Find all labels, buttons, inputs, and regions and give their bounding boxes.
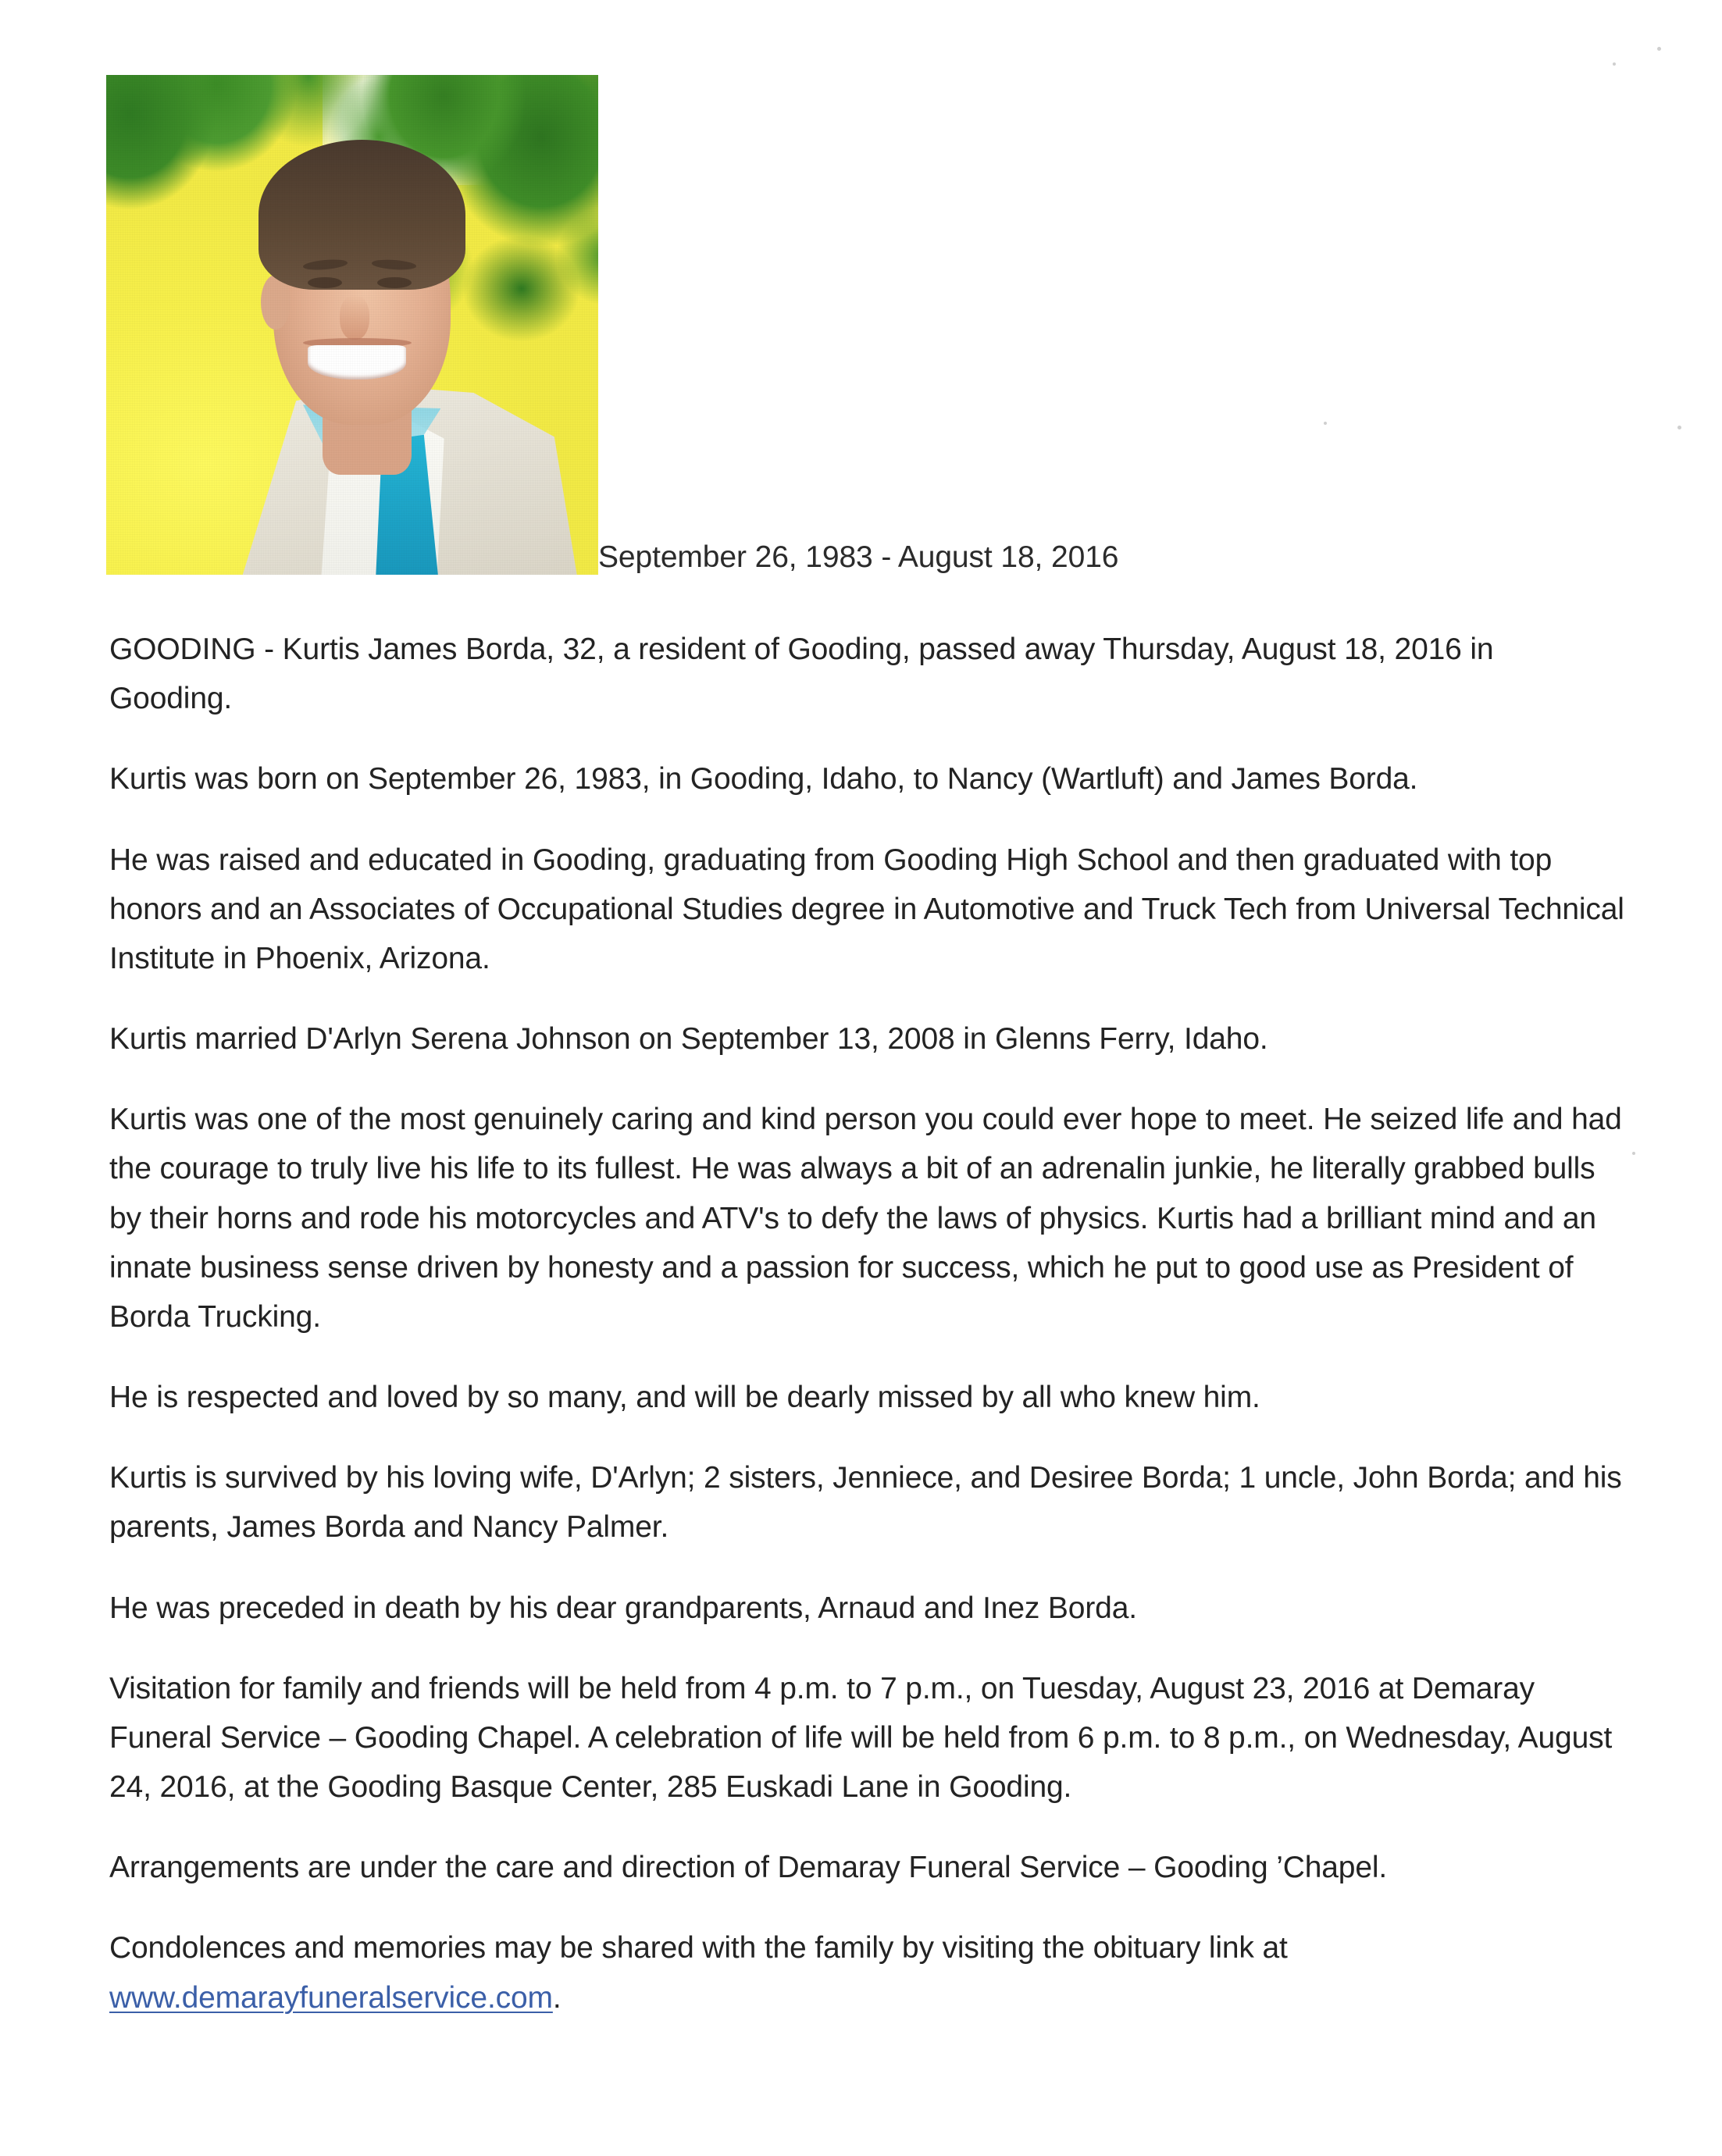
condolences-trailing-period: .	[552, 1980, 562, 2015]
photo-hair	[258, 140, 465, 290]
paragraph-arrangements: Arrangements are under the care and direction of Demaray Funeral Service – Gooding ’Chapel.	[109, 1851, 1388, 1885]
scan-speck	[1613, 62, 1616, 66]
paragraph-survivors: Kurtis is survived by his loving wife, D'Arlyn; 2 sisters, Jenniece, and Desiree Borda; 1 uncle, John Borda; and his parents, James Borda and Nancy Palmer.	[109, 1461, 1622, 1545]
scan-speck	[1657, 47, 1661, 51]
portrait-photo	[106, 75, 598, 575]
funeral-home-website-link[interactable]: www.demarayfuneralservice.com	[109, 1980, 553, 2015]
paragraph-condolences	[109, 1923, 1624, 2022]
paragraph-respected: He is respected and loved by so many, and will be dearly missed by all who knew him.	[109, 1381, 1260, 1415]
dateline: September 26, 1983 - August 18, 2016	[598, 540, 1119, 574]
paragraph-preceded-in-death: He was preceded in death by his dear grandparents, Arnaud and Inez Borda.	[109, 1591, 1137, 1625]
condolences-lead-in: Condolences and memories may be shared with the family by visiting the obituary link at	[109, 1931, 1288, 1965]
paragraph-birth: Kurtis was born on September 26, 1983, in Gooding, Idaho, to Nancy (Wartluft) and James Borda.	[109, 762, 1418, 796]
paragraph-marriage: Kurtis married D'Arlyn Serena Johnson on September 13, 2008 in Glenns Ferry, Idaho.	[109, 1022, 1268, 1057]
paragraph-education: He was raised and educated in Gooding, graduating from Gooding High School and then graduated with top honors and an Associates of Occupational Studies degree in Automotive and Truck Tech from Universal Technical Institute in Phoenix, Arizona.	[109, 843, 1624, 975]
paragraph-gooding-announcement: GOODING - Kurtis James Borda, 32, a resident of Gooding, passed away Thursday, August 18, 2016 in Gooding.	[109, 633, 1494, 716]
paragraph-services: Visitation for family and friends will be held from 4 p.m. to 7 p.m., on Tuesday, August 23, 2016 at Demaray Funeral Service – Gooding Chapel. A celebration of life will be held from 6 p.m. to 8 p.m., on Wednesday, August 24, 2016, at the Gooding Basque Center, 285 Euskadi Lane in Gooding.	[109, 1671, 1613, 1805]
photo-smile	[308, 345, 406, 380]
scan-speck	[1324, 422, 1327, 425]
photo-nose	[340, 295, 369, 340]
scan-speck	[1677, 426, 1681, 429]
paragraph-character: Kurtis was one of the most genuinely caring and kind person you could ever hope to meet. He seized life and had the courage to truly live his life to its fullest. He was always a bit of an adrenalin junkie, he literally grabbed bulls by their horns and rode his motorcycles and ATV's to defy the laws of physics. Kurtis had a brilliant mind and an innate business sense driven by honesty and a passion for success, which he put to good use as President of Borda Trucking.	[109, 1103, 1622, 1334]
obituary-body	[109, 625, 1624, 2022]
portrait-photo-block	[106, 75, 598, 575]
scan-speck	[1632, 1152, 1635, 1155]
